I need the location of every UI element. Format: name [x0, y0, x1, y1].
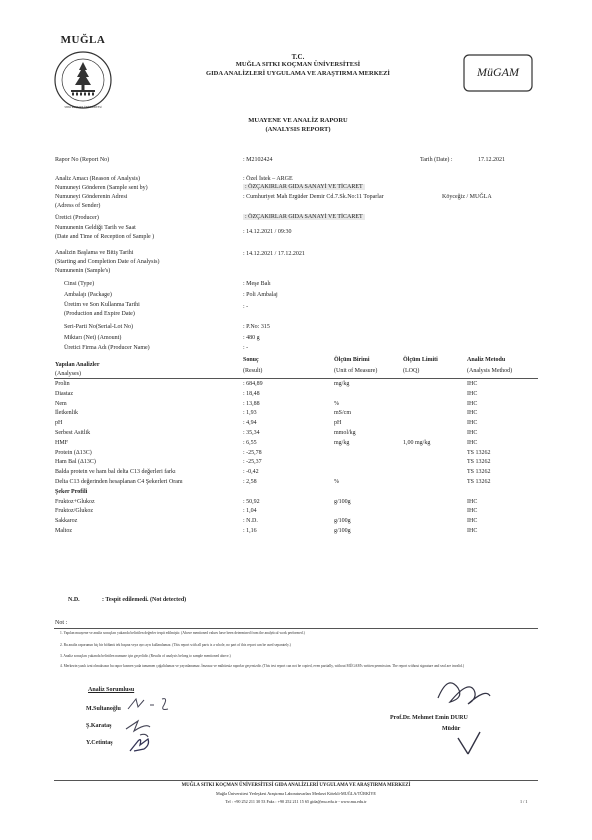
producer-value: : ÖZÇAKIRLAR GIDA SANAYİ VE TİCARET	[245, 214, 363, 220]
sender-value: : ÖZÇAKIRLAR GIDA SANAYİ VE TİCARET	[245, 184, 363, 190]
cell-method: TS 13262	[467, 469, 491, 476]
report-title-en: (ANALYSIS REPORT)	[265, 126, 331, 133]
cell-analysis: Fruktoz/Glukoz	[55, 508, 93, 515]
col-analysis-header: Yapılan Analizler	[55, 362, 100, 368]
cell-unit: mmol/kg	[334, 430, 356, 436]
producer-label: Üretici (Producer)	[55, 215, 99, 221]
company-label: Üretici Firma Adı (Producer Name)	[64, 345, 150, 351]
col-unit-header-en: (Unit of Measure)	[334, 368, 378, 374]
cell-method: TS 13262	[467, 449, 491, 456]
tc-label: T.C.	[291, 53, 305, 61]
cell-result: : 1,16	[243, 528, 257, 534]
analysis-dates-label-en: (Starting and Completion Date of Analysis)	[55, 259, 160, 265]
cell-result: : -0,42	[243, 469, 259, 476]
report-no-value: : M2102424	[243, 157, 273, 163]
cell-method: IHC	[467, 400, 478, 407]
sender-address-value: : Cumhuriyet Mah Ergüder Demir Cd.7.Sk.No:11 Toparlar	[243, 194, 384, 200]
signatory-name: M.Sultanoğlu	[86, 706, 121, 712]
sender-address-city: Köyceğiz / MUĞLA	[442, 194, 492, 200]
analysis-dates-label: Analizin Başlama ve Bitiş Tarihi	[55, 250, 134, 256]
amount-value: : 480 g	[243, 335, 260, 341]
reception-label: Numunenin Geldiği Tarih ve Saat	[55, 225, 136, 231]
cell-result: : 6,55	[243, 439, 257, 446]
cell-unit: mg/kg	[334, 381, 350, 387]
cell-method: TS 13262	[467, 479, 491, 485]
cell-method: IHC	[467, 381, 478, 387]
signatory-name: Y.Cetintaş	[86, 740, 113, 746]
footer-rule	[54, 780, 538, 781]
cell-unit: pH	[334, 420, 342, 427]
cell-method: IHC	[467, 518, 478, 525]
signatory-name: Ş.Karataş	[86, 723, 112, 729]
cell-method: IHC	[467, 390, 478, 397]
purpose-value: : Özel İstek – ARGE	[243, 176, 293, 182]
cell-unit: g/100g	[334, 498, 351, 505]
col-method-header-en: (Analysis Method)	[467, 368, 513, 374]
cell-analysis: pH	[55, 420, 63, 427]
cell-result: : 1,04	[243, 508, 257, 515]
handwritten-signature-icon	[122, 693, 182, 755]
company-value: : -	[243, 345, 249, 351]
nd-abbr: N.D.	[68, 597, 80, 603]
purpose-label: Analiz Amacı (Reason of Analysis)	[55, 176, 140, 182]
package-label: Ambalajı (Package)	[64, 292, 112, 298]
sender-address-label: Numuneyi Gönderenin Adresi	[55, 194, 128, 200]
report-no-label: Rapor No (Report No)	[55, 157, 110, 163]
col-unit-header: Ölçüm Birimi	[334, 357, 370, 363]
cell-method: TS 13262	[467, 459, 491, 466]
cell-result: : 684,89	[243, 381, 263, 387]
reception-label-en: (Date and Time of Reception of Sample )	[55, 234, 155, 240]
cell-analysis: Serbest Asitlik	[55, 430, 91, 436]
logo-text: MUĞLA	[60, 34, 106, 46]
cell-result: : -25,78	[243, 449, 262, 456]
cell-result: : 13,88	[243, 400, 260, 407]
date-label: Tarih (Date) :	[420, 157, 453, 163]
cell-result: : 18,48	[243, 390, 260, 397]
center-name: GIDA ANALİZLERİ UYGULAMA VE ARAŞTIRMA MERKEZİ	[206, 70, 390, 77]
nd-text: : Tespit edilemedi. (Not detected)	[102, 597, 187, 603]
prod-date-value: : -	[243, 304, 249, 310]
sample-label: Numunenin (Sample's)	[55, 268, 111, 274]
cell-unit: mg/kg	[334, 439, 350, 446]
amount-label: Miktarı (Net) (Amount)	[64, 335, 122, 341]
cell-result: : 35,34	[243, 430, 260, 436]
footer-contact: Tel : +90 252 211 30 53 Faks : +90 252 211 15 65 gida@mu.edu.tr - www.mu.edu.tr	[225, 799, 367, 804]
cell-result: : 2,58	[243, 479, 257, 485]
sender-label: Numuneyi Gönderen (Sample sent by)	[55, 185, 148, 191]
cell-analysis: HMF	[55, 439, 69, 446]
cell-analysis: Prolin	[55, 381, 70, 387]
note-item: 3. Analiz sonuçları yukarıda belirtilen numune için geçerlidir. (Results of analysis belong to sample mentioned above.)	[60, 654, 231, 658]
package-value: : Poli Ambalaj	[243, 292, 278, 298]
cell-analysis: İletkenlik	[55, 410, 78, 417]
lot-label: Seri-Parti No(Serial-Lot No)	[64, 324, 133, 330]
cell-method: IHC	[467, 508, 478, 515]
university-name: MUĞLA SITKI KOÇMAN ÜNİVERSİTESİ	[235, 61, 361, 68]
cell-method: IHC	[467, 439, 478, 446]
cell-unit: %	[334, 479, 339, 485]
prod-date-label: Üretim ve Son Kullanma Tarihi	[64, 302, 140, 308]
sugar-profile-heading: Şeker Profili	[55, 488, 88, 495]
director-title: Müdür	[442, 726, 461, 732]
cell-unit: g/100g	[334, 518, 351, 525]
report-title: MUAYENE VE ANALİZ RAPORU	[248, 117, 348, 124]
mugam-logo-text: MüGAM	[477, 65, 519, 79]
cell-analysis: Maltoz	[55, 528, 72, 534]
cell-result: : 1,93	[243, 410, 257, 417]
director-name: Prof.Dr. Mehmet Emin DURU	[390, 715, 468, 721]
cell-result: : 50,92	[243, 498, 260, 505]
logo-ring-text: SITKI KOÇMAN ÜNİVERSİTESİ	[64, 106, 102, 109]
note-item: 1. Yapılan muayene ve analiz sonuçları yukarıda belirtilen değerler tespit edilmiştir. (Above mentioned values have been determined from the analytical work performed.)	[60, 631, 305, 635]
signatures-heading: Analiz Sorumlusu	[88, 687, 135, 693]
cell-analysis: Protein (Δ13C)	[55, 449, 92, 456]
col-analysis-header-en: (Analyses)	[55, 371, 81, 377]
col-result-header-en: (Result)	[243, 368, 263, 374]
prod-date-label-en: (Production and Expire Date)	[64, 311, 135, 317]
cell-result: : N.D.	[243, 518, 258, 525]
cell-method: IHC	[467, 498, 478, 505]
date-value: 17.12.2021	[478, 157, 505, 163]
sender-address-label-en: (Adress of Sender)	[55, 203, 101, 209]
cell-result: : -25,37	[243, 459, 262, 466]
reception-value: : 14.12.2021 / 09:30	[243, 229, 292, 235]
footer-org: MUĞLA SITKI KOÇMAN ÜNİVERSİTESİ GIDA ANALİZLERİ UYGULAMA VE ARAŞTIRMA MERKEZİ	[181, 783, 411, 788]
page-number: 1 / 1	[520, 799, 528, 804]
cell-analysis: Diastaz	[55, 390, 73, 397]
cell-unit: mS/cm	[334, 410, 352, 417]
cell-analysis: Ham Bal (Δ13C)	[55, 459, 96, 466]
cell-unit: %	[334, 400, 339, 407]
analysis-dates-value: : 14.12.2021 / 17.12.2021	[243, 251, 305, 257]
lot-value: : P.No: 315	[243, 324, 270, 330]
col-loq-header-en: (LOQ)	[403, 368, 420, 374]
note-item: 4. Merkezin yazılı izni olmaksızın bu rapor kısmen yada tamamen çoğaltılamaz ve yayınlanamaz. İmzasız ve mühürsüz raporlar geçersizdir. (This test report can not be copied, even partially, without MÜGAM's written permission. The report without signature and seal are invalid.)	[60, 664, 465, 668]
cell-loq: 1,00 mg/kg	[403, 439, 431, 446]
cell-result: : 4,94	[243, 420, 257, 427]
type-value: : Meşe Balı	[243, 281, 271, 287]
cell-method: IHC	[467, 410, 478, 417]
col-method-header: Analiz Metodu	[467, 357, 506, 363]
notes-title: Not :	[55, 620, 68, 626]
cell-unit: g/100g	[334, 528, 351, 534]
footer-address: Muğla Üniversitesi Yerleşkesi Araştırma Laboratuvarları Merkezi Kötekli-MUĞLA/TÜRKİYE	[216, 791, 376, 796]
col-result-header: Sonuç	[243, 357, 259, 363]
cell-method: IHC	[467, 420, 478, 427]
cell-analysis: Delta C13 değerinden hesaplanan C4 Şekerleri Oranı	[55, 479, 183, 485]
cell-method: IHC	[467, 430, 478, 436]
note-item: 2. Bu analiz raporunun hiç bir bölümü tek başına veya ayrı ayrı kullanılamaz. (This report with all parts is a whole, no part of this report can be used separately.)	[60, 643, 291, 647]
notes-rule	[54, 628, 538, 629]
cell-analysis: Nem	[55, 400, 67, 407]
director-signature-icon	[428, 668, 498, 758]
cell-method: IHC	[467, 528, 478, 534]
col-loq-header: Ölçüm Limiti	[403, 357, 438, 363]
cell-analysis: Balda protein ve ham bal delta C13 değerleri farkı	[55, 469, 176, 476]
type-label: Cinsi (Type)	[64, 281, 95, 287]
cell-analysis: Fruktoz+Glukoz	[55, 498, 95, 505]
cell-analysis: Sakkaroz	[55, 518, 78, 525]
